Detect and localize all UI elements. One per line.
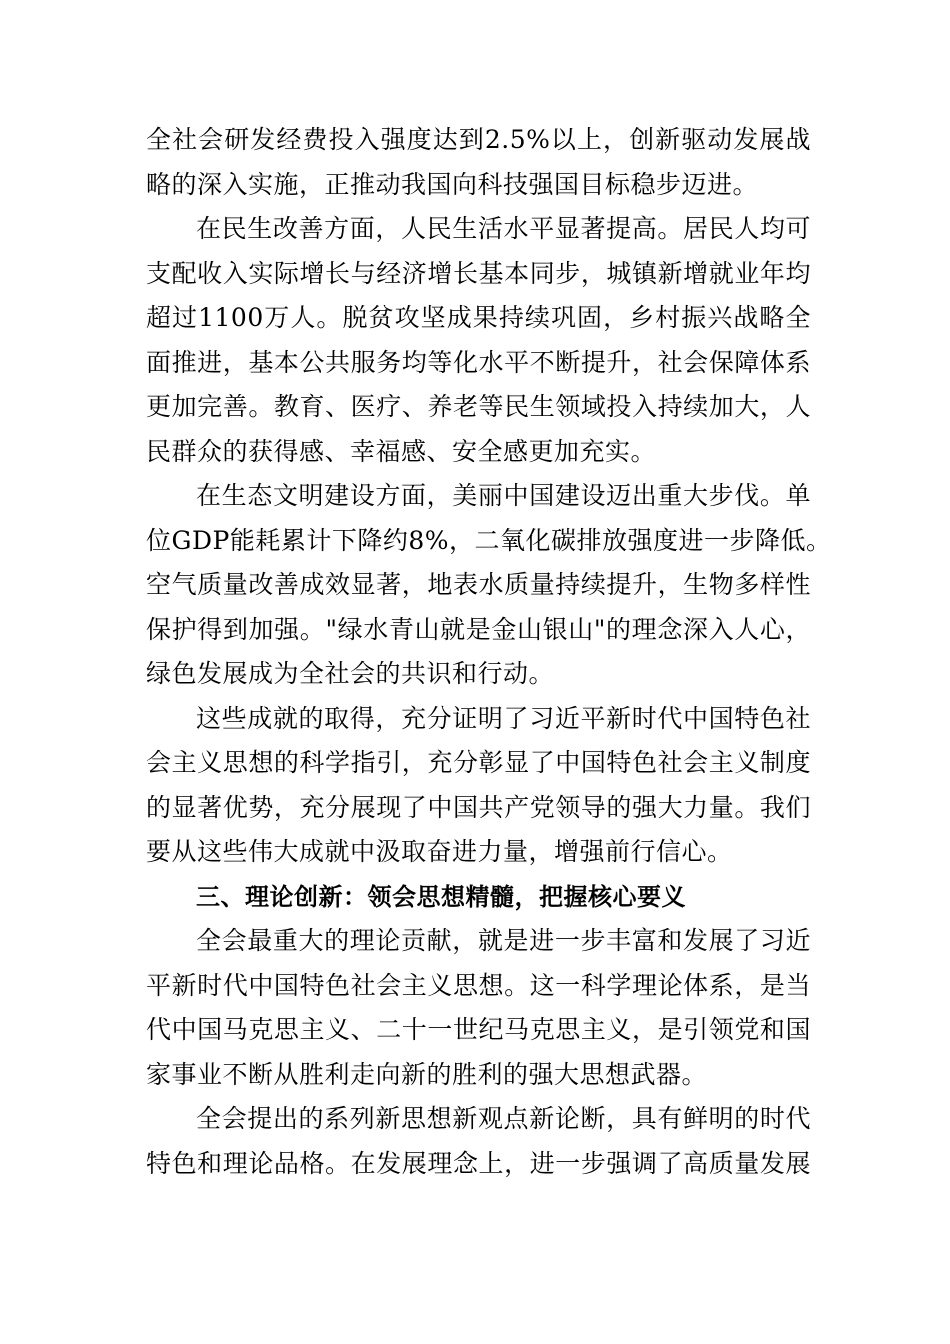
- text-line: 更加完善。教育、医疗、养老等民生领域投入持续加大，人: [146, 392, 811, 421]
- text-line: 要从这些伟大成就中汲取奋进力量，增强前行信心。: [146, 837, 733, 866]
- body-text: [146, 118, 832, 1186]
- paragraph-start-line: 在生态文明建设方面，美丽中国建设迈出重大步伐。单: [196, 481, 811, 510]
- paragraph-start-line: 全会最重大的理论贡献，就是进一步丰富和发展了习近: [196, 926, 811, 955]
- text-line: 超过1100万人。脱贫攻坚成果持续巩固，乡村振兴战略全: [146, 303, 811, 332]
- text-line: 民群众的获得感、幸福感、安全感更加充实。: [146, 436, 657, 466]
- text-line: 空气质量改善成效显著，地表水质量持续提升，生物多样性: [146, 570, 811, 599]
- paragraph-start-line: 全会提出的系列新思想新观点新论断，具有鲜明的时代: [196, 1104, 811, 1133]
- text-line: 家事业不断从胜利走向新的胜利的强大思想武器。: [146, 1059, 708, 1089]
- text-line: 特色和理论品格。在发展理念上，进一步强调了高质量发展: [146, 1148, 811, 1178]
- text-line: 平新时代中国特色社会主义思想。这一科学理论体系，是当: [146, 970, 811, 1000]
- text-line: 会主义思想的科学指引，充分彰显了中国特色社会主义制度: [146, 748, 811, 777]
- text-line: 支配收入实际增长与经济增长基本同步，城镇新增就业年均: [146, 258, 811, 288]
- paragraph-start-line: 在民生改善方面，人民生活水平显著提高。居民人均可: [196, 214, 811, 243]
- text-line: 保护得到加强。"绿水青山就是金山银山"的理念深入人心，: [146, 614, 811, 644]
- text-line: 位GDP能耗累计下降约8%，二氧化碳排放强度进一步降低。: [146, 525, 832, 555]
- text-line: 面推进，基本公共服务均等化水平不断提升，社会保障体系: [146, 347, 811, 377]
- section-heading: 三、理论创新：领会思想精髓，把握核心要义: [196, 882, 686, 911]
- text-line: 的显著优势，充分展现了中国共产党领导的强大力量。我们: [146, 792, 811, 822]
- text-line: 绿色发展成为全社会的共识和行动。: [146, 659, 555, 688]
- paragraph-start-line: 这些成就的取得，充分证明了习近平新时代中国特色社: [196, 703, 811, 733]
- text-line: 全社会研发经费投入强度达到2.5%以上，创新驱动发展战: [146, 125, 811, 154]
- text-line: 略的深入实施，正推动我国向科技强国目标稳步迈进。: [146, 169, 759, 199]
- text-line: 代中国马克思主义、二十一世纪马克思主义，是引领党和国: [146, 1015, 811, 1044]
